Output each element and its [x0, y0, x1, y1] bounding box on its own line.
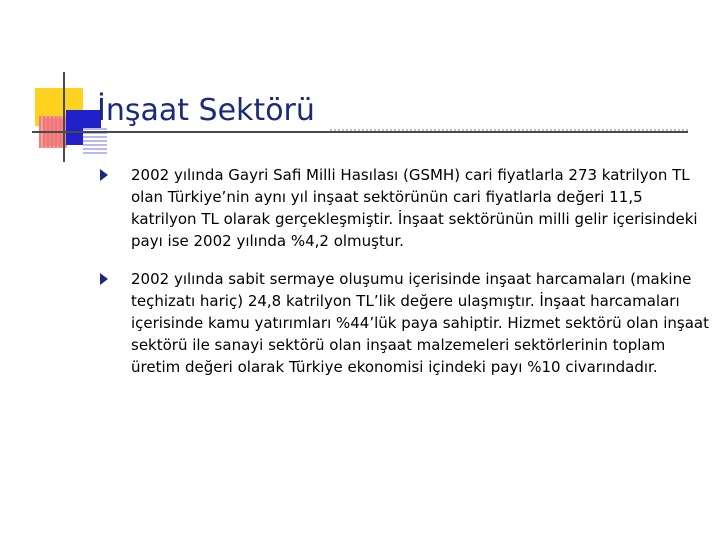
title-underline: [32, 131, 688, 133]
decorative-vertical-rule: [63, 72, 65, 162]
slide-title: İnşaat Sektörü: [97, 93, 315, 128]
bullet-text: 2002 yılında sabit sermaye oluşumu içerisinde inşaat harcamaları (makine teçhizatı hariç) 24,8 katrilyon TL’lik değere ulaşmıştır. İnşaat harcamaları içerisinde kamu yatırımları %44’lük paya sahiptir. Hizmet sektörü olan inşaat sektörü ile sanayi sektörü olan inşaat malzemeleri sektörlerinin toplam üretim değeri olarak Türkiye ekonomisi içindeki payı %10 civarındadır.: [131, 270, 709, 376]
bullet-item: [100, 164, 710, 252]
bullet-text: 2002 yılında Gayri Safi Milli Hasılası (GSMH) cari fiyatlarla 273 katrilyon TL olan Türkiye’nin aynı yıl inşaat sektörünün cari fiyatlarla değeri 11,5 katrilyon TL olarak gerçekleşmiştir. İnşaat sektörünün milli gelir içerisindeki payı ise 2002 yılında %4,2 olmuştur.: [131, 166, 698, 250]
bullet-arrow-icon: [100, 169, 108, 181]
bullet-list: [100, 164, 710, 394]
bullet-item: [100, 268, 710, 378]
bullet-arrow-icon: [100, 273, 108, 285]
decorative-dotted-line: [330, 129, 690, 131]
